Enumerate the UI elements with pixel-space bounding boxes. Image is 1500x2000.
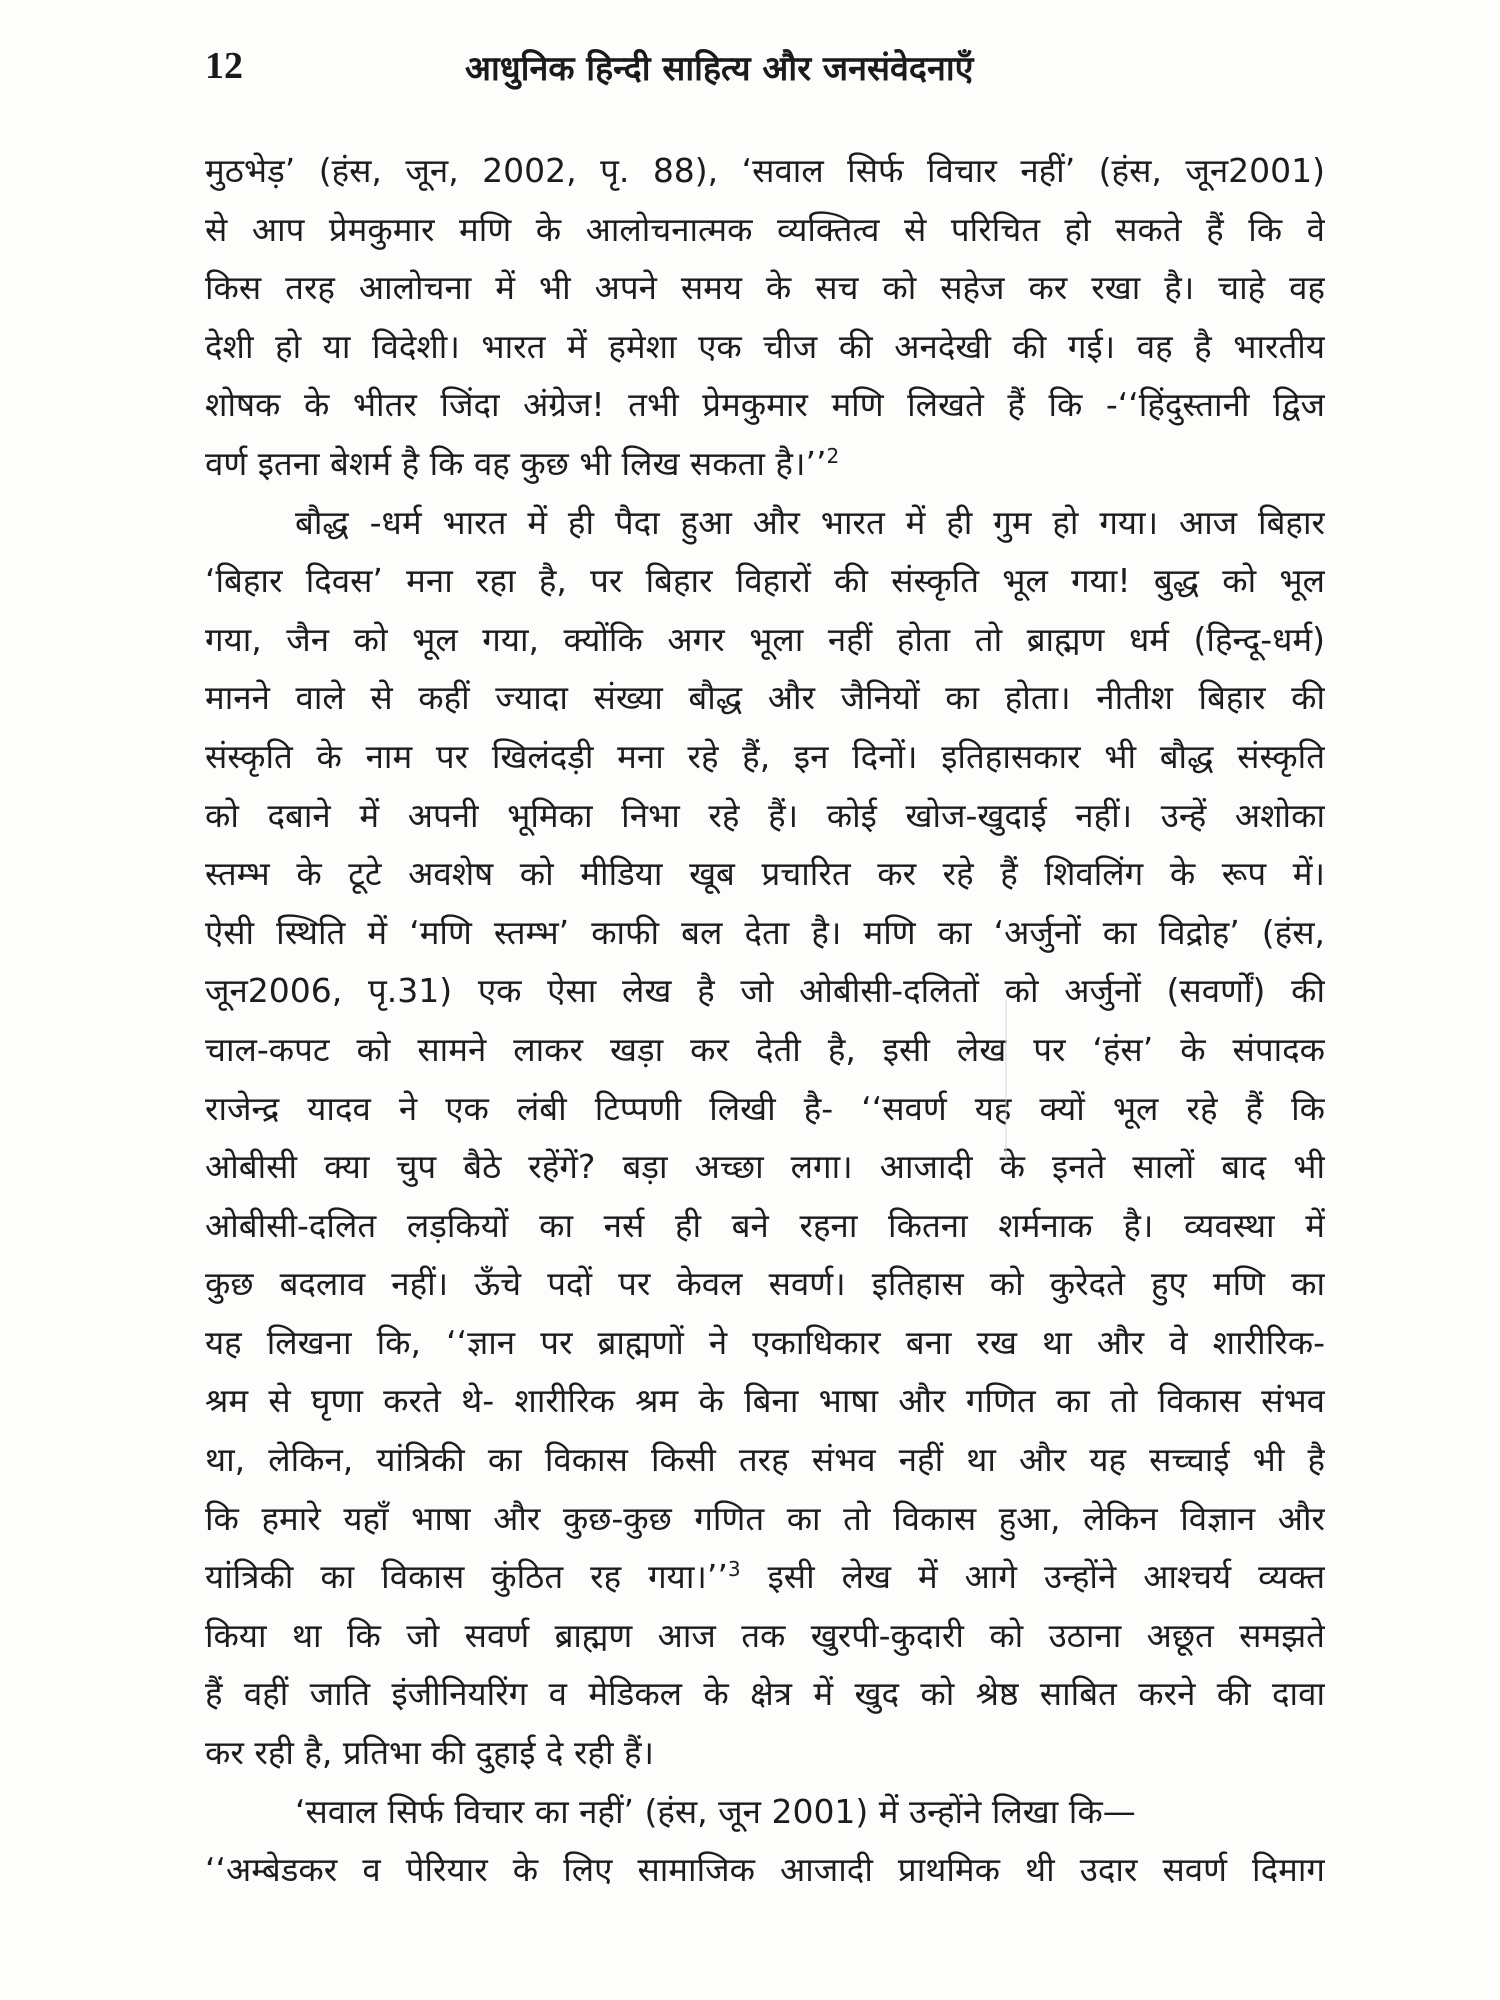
line-text: मुठभेड़’ (हंस, जून, 2002, पृ. 88), ‘सवाल सिर्फ विचार नहीं’ (हंस, जून2001) — [205, 151, 1325, 190]
text-line — [205, 904, 1325, 963]
line-text: ओबीसी क्या चुप बैठे रहेंगें? बड़ा अच्छा लगा। आजादी के इनते सालों बाद भी — [205, 1147, 1325, 1187]
line-text: संस्कृति के नाम पर खिलंदड़ी मना रहे हैं, इन दिनों। इतिहासकार भी बौद्ध संस्कृति — [205, 736, 1325, 776]
line-text: किया था कि जो सवर्ण ब्राह्मण आज तक खुरपी-कुदारी को उठाना अछूत समझते — [205, 1615, 1325, 1655]
footnote-marker: 2 — [826, 443, 840, 468]
line-text: शोषक के भीतर जिंदा अंग्रेज! तभी प्रेमकुमार मणि लिखते हैं कि -‘‘हिंदुस्तानी द्विज — [205, 385, 1325, 425]
line-text: ‘बिहार दिवस’ मना रहा है, पर बिहार विहारों की संस्कृति भूल गया! बुद्ध को भूल — [205, 561, 1325, 601]
text-line — [205, 1724, 1325, 1783]
line-text: वर्ण इतना बेशर्म है कि वह कुछ भी लिख सकता है।’’ — [205, 443, 827, 483]
text-line — [205, 845, 1325, 904]
text-line — [205, 1607, 1325, 1666]
text-line — [205, 611, 1325, 670]
text-line — [205, 1138, 1325, 1197]
text-line — [205, 494, 1325, 553]
text-line — [205, 1431, 1325, 1490]
text-line — [205, 552, 1325, 611]
line-text: कि हमारे यहाँ भाषा और कुछ-कुछ गणित का तो विकास हुआ, लेकिन विज्ञान और — [205, 1498, 1325, 1538]
text-line — [205, 318, 1325, 377]
text-line — [205, 962, 1325, 1021]
text-line — [205, 1841, 1325, 1900]
line-text: था, लेकिन, यांत्रिकी का विकास किसी तरह संभव नहीं था और यह सच्चाई भी है — [205, 1440, 1325, 1480]
text-line — [205, 1490, 1325, 1549]
text-line — [205, 435, 1325, 494]
paragraph — [205, 494, 1325, 1783]
paragraph — [205, 1783, 1325, 1842]
line-text: ‘‘अम्बेडकर व पेरियार के लिए सामाजिक आजादी प्राथमिक थी उदार सवर्ण दिमाग — [205, 1850, 1325, 1890]
line-text: श्रम से घृणा करते थे- शारीरिक श्रम के बिना भाषा और गणित का तो विकास संभव — [205, 1381, 1325, 1421]
text-line — [205, 669, 1325, 728]
text-line — [205, 1548, 1325, 1607]
line-text: ओबीसी-दलित लड़कियों का नर्स ही बने रहना कितना शर्मनाक है। व्यवस्था में — [205, 1205, 1325, 1245]
line-text: राजेन्द्र यादव ने एक लंबी टिप्पणी लिखी है- ‘‘सवर्ण यह क्यों भूल रहे हैं कि — [205, 1088, 1325, 1128]
line-text: मानने वाले से कहीं ज्यादा संख्या बौद्ध और जैनियों का होता। नीतीश बिहार की — [205, 678, 1325, 718]
text-line — [205, 1783, 1325, 1842]
line-text: गया, जैन को भूल गया, क्योंकि अगर भूला नहीं होता तो ब्राह्मण धर्म (हिन्दू-धर्म) — [205, 619, 1325, 659]
text-line — [205, 728, 1325, 787]
text-line — [205, 142, 1325, 201]
line-text: बौद्ध -धर्म भारत में ही पैदा हुआ और भारत में ही गुम हो गया। आज बिहार — [295, 502, 1325, 542]
text-line — [205, 1665, 1325, 1724]
text-line — [205, 1314, 1325, 1373]
page-header — [205, 44, 1325, 104]
paragraph — [205, 142, 1325, 494]
line-text: को दबाने में अपनी भूमिका निभा रहे हैं। कोई खोज-खुदाई नहीं। उन्हें अशोका — [205, 795, 1325, 835]
line-text: ‘सवाल सिर्फ विचार का नहीं’ (हंस, जून 2001) में उन्होंने लिखा कि— — [295, 1791, 1136, 1831]
text-line — [205, 376, 1325, 435]
paragraph — [205, 1841, 1325, 1900]
line-text: कुछ बदलाव नहीं। ऊँचे पदों पर केवल सवर्ण। इतिहास को कुरेदते हुए मणि का — [205, 1264, 1325, 1304]
line-text: चाल-कपट को सामने लाकर खड़ा कर देती है, इसी लेख पर ‘हंस’ के संपादक — [205, 1029, 1325, 1069]
text-line — [205, 1021, 1325, 1080]
line-text: हैं वहीं जाति इंजीनियरिंग व मेडिकल के क्षेत्र में खुद को श्रेष्ठ साबित करने की दावा — [205, 1674, 1325, 1714]
line-text: कर रही है, प्रतिभा की दुहाई दे रही हैं। — [205, 1733, 655, 1773]
line-text: ऐसी स्थिति में ‘मणि स्तम्भ’ काफी बल देता है। मणि का ‘अर्जुनों का विद्रोह’ (हंस, — [205, 912, 1325, 952]
text-line — [205, 787, 1325, 846]
running-title: आधुनिक हिन्दी साहित्य और जनसंवेदनाएँ — [465, 49, 974, 89]
text-line — [205, 1372, 1325, 1431]
line-text: यह लिखना कि, ‘‘ज्ञान पर ब्राह्मणों ने एकाधिकार बना रख था और वे शारीरिक- — [205, 1322, 1325, 1362]
text-line — [205, 259, 1325, 318]
line-text: देशी हो या विदेशी। भारत में हमेशा एक चीज की अनदेखी की गई। वह है भारतीय — [205, 326, 1325, 366]
line-text: से आप प्रेमकुमार मणि के आलोचनात्मक व्यक्तित्व से परिचित हो सकते हैं कि वे — [205, 209, 1325, 249]
text-line — [205, 201, 1325, 260]
page-number: 12 — [205, 45, 243, 87]
text-line — [205, 1255, 1325, 1314]
text-line — [205, 1197, 1325, 1256]
line-text: जून2006, पृ.31) एक ऐसा लेख है जो ओबीसी-दलितों को अर्जुनों (सवर्णों) की — [205, 971, 1325, 1011]
scan-artifact — [1005, 1000, 1007, 1160]
line-text: यांत्रिकी का विकास कुंठित रह गया।’’ — [205, 1557, 728, 1597]
line-text-continued: इसी लेख में आगे उन्होंने आश्चर्य व्यक्त — [740, 1557, 1325, 1597]
line-text: किस तरह आलोचना में भी अपने समय के सच को सहेज कर रखा है। चाहे वह — [205, 268, 1325, 308]
footnote-marker: 3 — [727, 1557, 741, 1582]
line-text: स्तम्भ के टूटे अवशेष को मीडिया खूब प्रचारित कर रहे हैं शिवलिंग के रूप में। — [205, 854, 1325, 894]
body-text — [205, 142, 1325, 1900]
text-line — [205, 1080, 1325, 1139]
